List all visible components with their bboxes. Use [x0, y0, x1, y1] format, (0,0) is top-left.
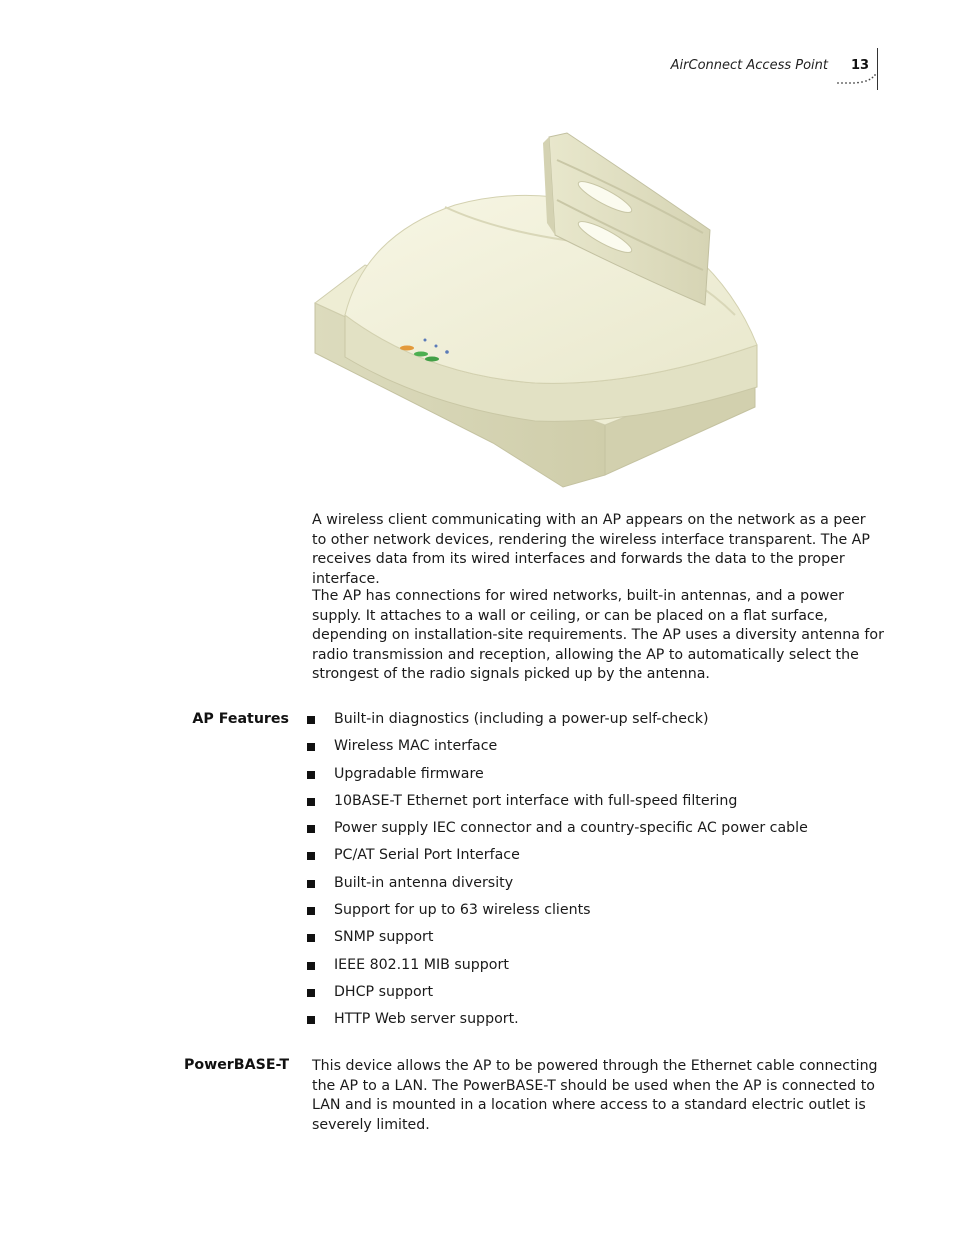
- bullet-square-icon: [307, 962, 315, 970]
- list-item: [307, 874, 808, 901]
- list-item-text: Support for up to 63 wireless clients: [334, 902, 591, 919]
- list-item-text: Built-in antenna diversity: [334, 874, 514, 891]
- powerbase-paragraph-text: This device allows the AP to be powered through the Ethernet cable connecting the AP to a LAN. The PowerBASE-T should be used when the AP is connected to LAN and is mounted in a location where access to a standard electric outlet is severely limited.: [312, 1058, 878, 1133]
- list-item-text: Upgradable firmware: [334, 765, 484, 782]
- list-item: [307, 928, 808, 955]
- list-item: [307, 792, 808, 819]
- list-item: [307, 846, 808, 873]
- list-item: [307, 956, 808, 983]
- list-item: [307, 819, 808, 846]
- bullet-square-icon: [307, 852, 315, 860]
- list-item: [307, 710, 808, 737]
- list-item-text: 10BASE-T Ethernet port interface with full-speed filtering: [334, 792, 738, 809]
- list-item: [307, 765, 808, 792]
- bullet-square-icon: [307, 1016, 315, 1024]
- list-item-text: IEEE 802.11 MIB support: [334, 956, 509, 973]
- intro-paragraph-2: [312, 587, 884, 685]
- bullet-square-icon: [307, 989, 315, 997]
- bullet-square-icon: [307, 907, 315, 915]
- header-dots-decoration: [836, 70, 880, 86]
- ap-features-heading: AP Features: [192, 711, 289, 727]
- intro-paragraph-2-text: The AP has connections for wired networks, built-in antennas, and a power supply. It attaches to a wall or ceiling, or can be placed on a flat surface, depending on installation-site requirements. The AP uses a diversity antenna for radio transmission and reception, allowing the AP to automatically select the strongest of the radio signals picked up by the antenna.: [312, 588, 884, 683]
- list-item: [307, 1010, 808, 1037]
- list-item-text: DHCP support: [334, 983, 434, 1000]
- ap-features-list: [307, 710, 808, 1038]
- powerbase-heading: PowerBASE-T: [183, 1057, 289, 1073]
- list-item: [307, 983, 808, 1010]
- intro-paragraph-1-text: A wireless client communicating with an AP appears on the network as a peer to other network devices, rendering the wireless interface transparent. The AP receives data from its wired interfaces and forwards the data to the proper interface.: [312, 512, 870, 587]
- bullet-square-icon: [307, 825, 315, 833]
- list-item-text: Built-in diagnostics (including a power-up self-check): [334, 711, 709, 727]
- bullet-square-icon: [307, 771, 315, 779]
- bullet-square-icon: [307, 880, 315, 888]
- list-item-text: SNMP support: [334, 929, 434, 946]
- bullet-square-icon: [307, 743, 315, 751]
- list-item: [307, 901, 808, 928]
- list-item-text: PC/AT Serial Port Interface: [334, 847, 520, 864]
- list-item: [307, 737, 808, 764]
- page-number: 13: [851, 58, 870, 73]
- intro-paragraph-1: [312, 511, 884, 589]
- bullet-square-icon: [307, 934, 315, 942]
- running-header-title: AirConnect Access Point: [670, 58, 828, 73]
- powerbase-paragraph: [312, 1057, 884, 1135]
- bullet-square-icon: [307, 798, 315, 806]
- list-item-text: Wireless MAC interface: [334, 738, 498, 755]
- bullet-square-icon: [307, 716, 315, 724]
- list-item-text: HTTP Web server support.: [334, 1011, 519, 1028]
- access-point-illustration: [305, 125, 765, 500]
- list-item-text: Power supply IEC connector and a country-specific AC power cable: [334, 820, 808, 837]
